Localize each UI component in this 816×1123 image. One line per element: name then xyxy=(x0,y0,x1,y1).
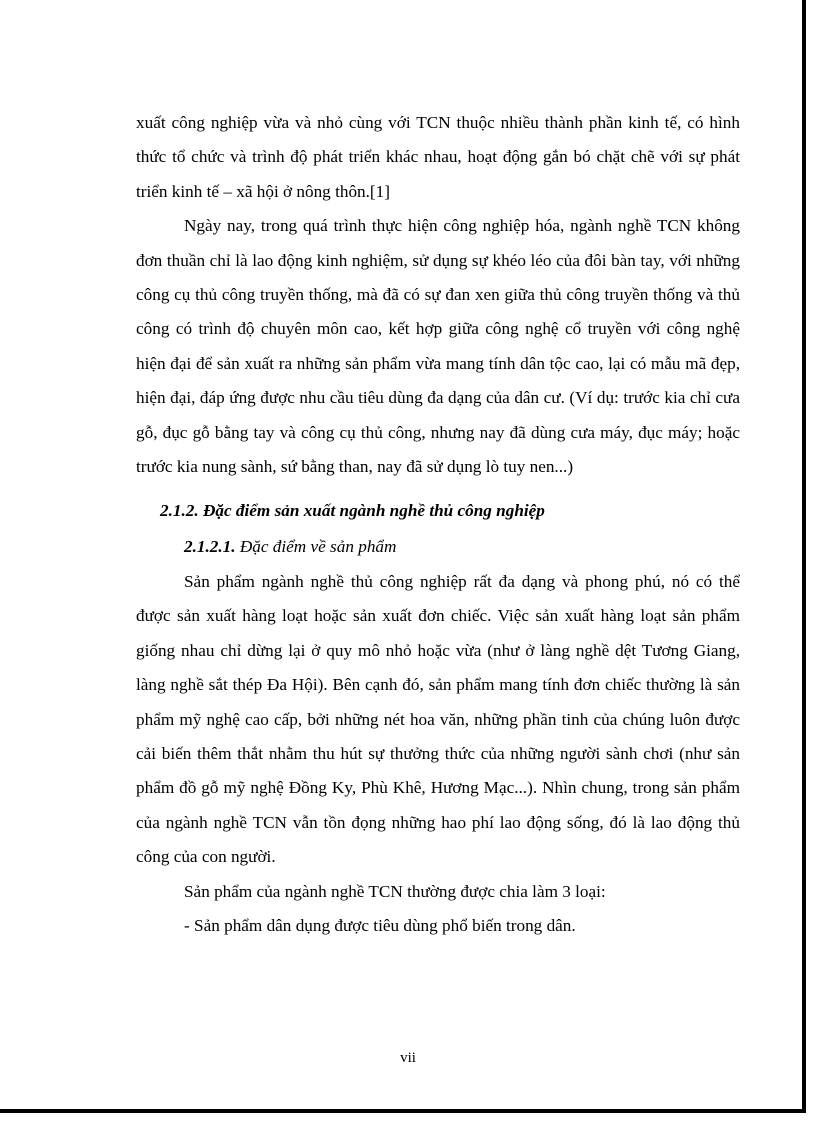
paragraph-product-types: Sản phẩm của ngành nghề TCN thường được chia làm 3 loại: xyxy=(184,881,606,901)
list-item-household-products: - Sản phẩm dân dụng được tiêu dùng phổ biến trong dân. xyxy=(184,915,576,935)
paragraph-products: Sản phẩm ngành nghề thủ công nghiệp rất đa dạng và phong phú, nó có thể được sản xuất hàng loạt hoặc sản xuất đơn chiếc. Việc sản xuất hàng loạt sản phẩm giống nhau chỉ dừng lại ở quy mô nhỏ hoặc vừa (như ở làng nghề dệt Tương Giang, làng nghề sắt thép Đa Hội). Bên cạnh đó, sản phẩm mang tính đơn chiếc thường là sản phẩm mỹ nghệ cao cấp, bởi những nét hoa văn, những phần tinh của chúng luôn được cải biến thêm thắt nhằm thu hút sự thưởng thức của những người sành chơi (như sản phẩm đồ gỗ mỹ nghệ Đồng Ky, Phù Khê, Hương Mạc...). Nhìn chung, trong sản phẩm của ngành nghề TCN vẫn tồn đọng những hao phí lao động sống, đó là lao động thủ công của con người. xyxy=(136,571,740,867)
page-number: vii xyxy=(400,1050,416,1066)
paragraph-nowadays: Ngày nay, trong quá trình thực hiện công nghiệp hóa, ngành nghề TCN không đơn thuần chỉ là lao động kinh nghiệm, sử dụng sự khéo léo của đôi bàn tay, với những công cụ thủ công truyền thống, mà đã có sự đan xen giữa thủ công truyền thống và thủ công có trình độ chuyên môn cao, kết hợp giữa công nghệ cổ truyền với công nghệ hiện đại để sản xuất ra những sản phẩm vừa mang tính dân tộc cao, lại có mẫu mã đẹp, hiện đại, đáp ứng được nhu cầu tiêu dùng đa dạng của dân cư. (Ví dụ: trước kia chỉ cưa gỗ, đục gỗ bằng tay và công cụ thủ công, nhưng nay đã dùng cưa máy, đục máy; hoặc trước kia nung sành, sứ bằng than, nay đã sử dụng lò tuy nen...) xyxy=(136,216,740,477)
subsection-heading xyxy=(184,530,740,564)
section-heading: 2.1.2. Đặc điểm sản xuất ngành nghề thủ công nghiệp xyxy=(160,501,545,521)
paragraph-continuation: xuất công nghiệp vừa và nhỏ cùng với TCN thuộc nhiều thành phần kinh tế, có hình thức tổ chức và trình độ phát triển khác nhau, hoạt động gắn bó chặt chẽ với sự phát triển kinh tế – xã hội ở nông thôn.[1] xyxy=(136,113,740,201)
subsection-title: Đặc điểm về sản phẩm xyxy=(235,537,397,557)
document-body xyxy=(136,106,740,943)
subsection-number: 2.1.2.1. xyxy=(184,537,236,557)
